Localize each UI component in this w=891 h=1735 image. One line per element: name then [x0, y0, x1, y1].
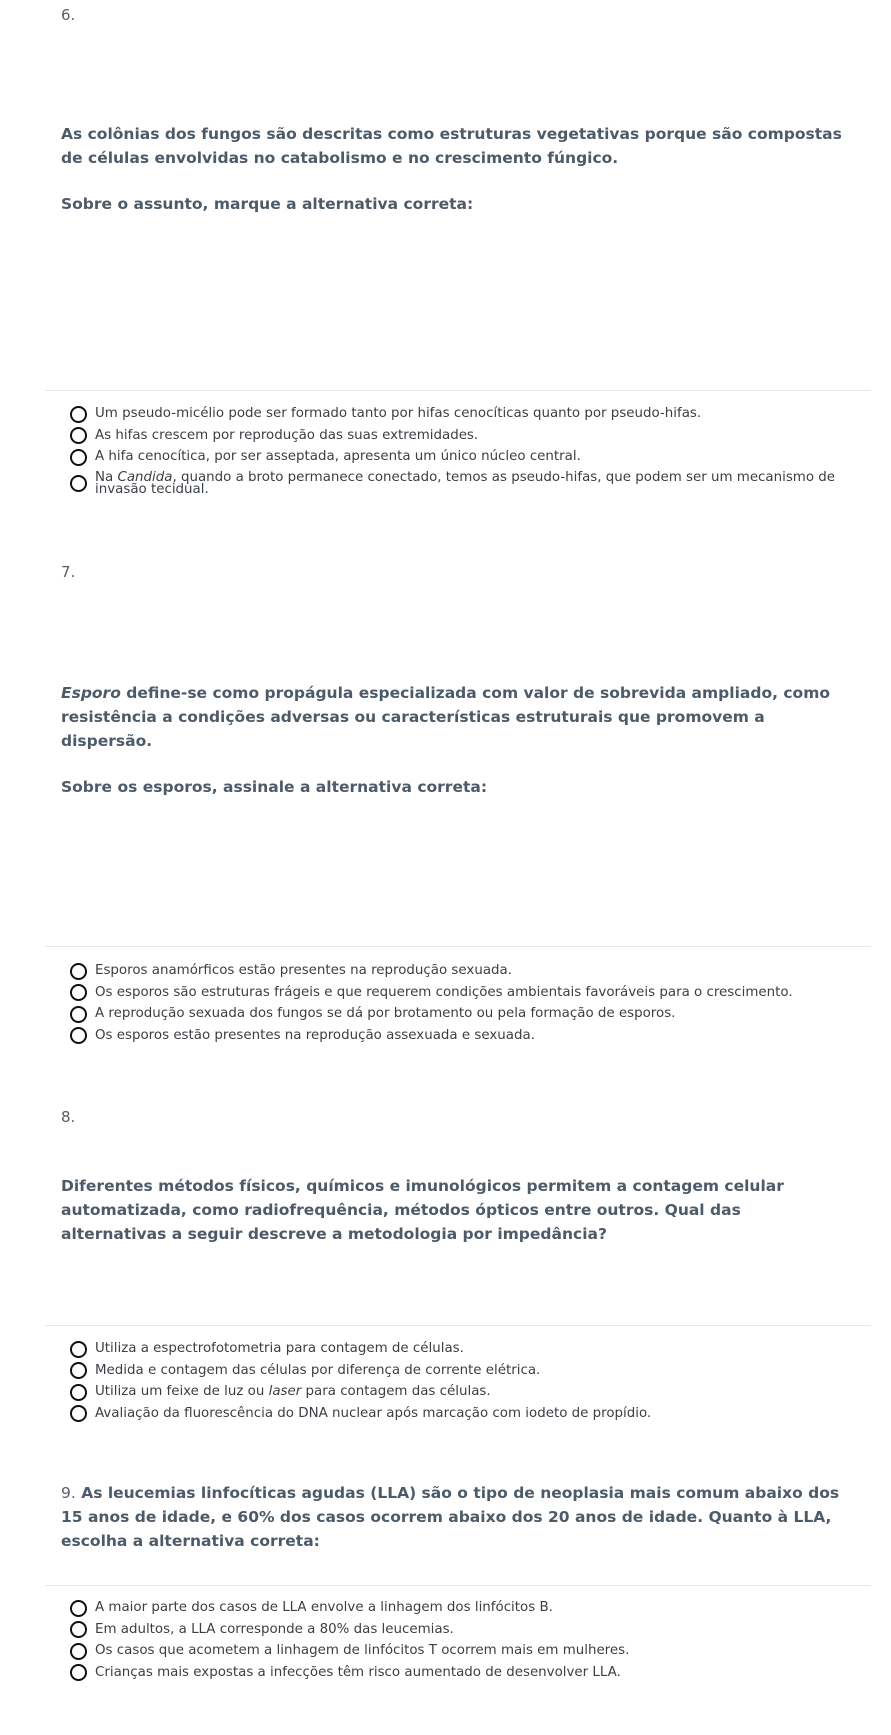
italic-term: Candida [117, 469, 173, 485]
question-7-option-b[interactable]: Os esporos são estruturas frágeis e que requerem condições ambientais favoráveis para o crescimento. [70, 982, 860, 1004]
question-8-body [61, 1174, 851, 1246]
radio-button[interactable] [70, 1027, 87, 1044]
radio-button[interactable] [70, 1621, 87, 1638]
question-8-statement: Diferentes métodos físicos, químicos e imunológicos permitem a contagem celular automatizada, como radiofrequência, métodos ópticos entre outros. Qual das alternativas a seguir descreve a metodologia por impedância? [61, 1177, 784, 1243]
question-9-options [70, 1597, 860, 1683]
italic-term: laser [268, 1384, 302, 1399]
question-7-option-c[interactable]: A reprodução sexuada dos fungos se dá por brotamento ou pela formação de esporos. [70, 1003, 860, 1025]
radio-button[interactable] [70, 1664, 87, 1681]
radio-button[interactable] [70, 1405, 87, 1422]
question-7-divider [45, 946, 871, 947]
question-6-number: 6. [61, 6, 76, 24]
question-6-option-d[interactable]: Na Candida, quando a broto permanece conectado, temos as pseudo-hifas, que podem ser um mecanismo de invasão tecidual. [70, 468, 860, 498]
question-9-statement: 9. As leucemias linfocíticas agudas (LLA) são o tipo de neoplasia mais comum abaixo dos 15 anos de idade, e 60% dos casos ocorrem abaixo dos 20 anos de idade. Quanto à LLA, escolha a alternativa correta: [61, 1484, 840, 1550]
question-6-prompt: Sobre o assunto, marque a alternativa correta: [61, 195, 474, 213]
italic-term: Esporo [61, 684, 121, 702]
question-6-body [61, 122, 851, 216]
question-6-option-c[interactable]: A hifa cenocítica, por ser asseptada, apresenta um único núcleo central. [70, 446, 860, 468]
question-7-options [70, 960, 860, 1046]
question-9-number: 9. [61, 1484, 76, 1502]
radio-button[interactable] [70, 1341, 87, 1358]
radio-button[interactable] [70, 427, 87, 444]
question-8-option-c[interactable]: Utiliza um feixe de luz ou laser para contagem das células. [70, 1381, 860, 1403]
radio-button[interactable] [70, 963, 87, 980]
radio-button[interactable] [70, 1643, 87, 1660]
question-9-option-c[interactable]: Os casos que acometem a linhagem de linfócitos T ocorrem mais em mulheres. [70, 1640, 860, 1662]
radio-button[interactable] [70, 1384, 87, 1401]
question-7-prompt: Sobre os esporos, assinale a alternativa correta: [61, 778, 488, 796]
question-8-divider [45, 1325, 871, 1326]
radio-button[interactable] [70, 406, 87, 423]
question-8-option-d[interactable]: Avaliação da fluorescência do DNA nuclear após marcação com iodeto de propídio. [70, 1403, 860, 1425]
radio-button[interactable] [70, 1362, 87, 1379]
question-7-option-a[interactable]: Esporos anamórficos estão presentes na reprodução sexuada. [70, 960, 860, 982]
question-6-statement: As colônias dos fungos são descritas como estruturas vegetativas porque são compostas de células envolvidas no catabolismo e no crescimento fúngico. [61, 125, 842, 167]
question-6-option-b[interactable]: As hifas crescem por reprodução das suas extremidades. [70, 425, 860, 447]
question-7-number: 7. [61, 563, 76, 581]
question-9-option-a[interactable]: A maior parte dos casos de LLA envolve a linhagem dos linfócitos B. [70, 1597, 860, 1619]
question-8-option-a[interactable]: Utiliza a espectrofotometria para contagem de células. [70, 1338, 860, 1360]
question-8-option-b[interactable]: Medida e contagem das células por diferença de corrente elétrica. [70, 1360, 860, 1382]
radio-button[interactable] [70, 1006, 87, 1023]
radio-button[interactable] [70, 984, 87, 1001]
question-8-number: 8. [61, 1108, 76, 1126]
question-7-statement: Esporo define-se como propágula especializada com valor de sobrevida ampliado, como resistência a condições adversas ou características estruturais que promovem a dispersão. [61, 684, 831, 750]
question-7-option-d[interactable]: Os esporos estão presentes na reprodução assexuada e sexuada. [70, 1025, 860, 1047]
question-6-options [70, 403, 860, 498]
question-9-option-b[interactable]: Em adultos, a LLA corresponde a 80% das leucemias. [70, 1619, 860, 1641]
question-6-option-a[interactable]: Um pseudo-micélio pode ser formado tanto por hifas cenocíticas quanto por pseudo-hifas. [70, 403, 860, 425]
radio-button[interactable] [70, 449, 87, 466]
radio-button[interactable] [70, 1600, 87, 1617]
radio-button[interactable] [70, 475, 87, 492]
question-9-body [61, 1481, 851, 1553]
question-9-divider [45, 1585, 871, 1586]
question-8-options [70, 1338, 860, 1424]
question-6-divider [45, 390, 871, 391]
question-7-body [61, 681, 851, 799]
question-9-option-d[interactable]: Crianças mais expostas a infecções têm risco aumentado de desenvolver LLA. [70, 1662, 860, 1684]
